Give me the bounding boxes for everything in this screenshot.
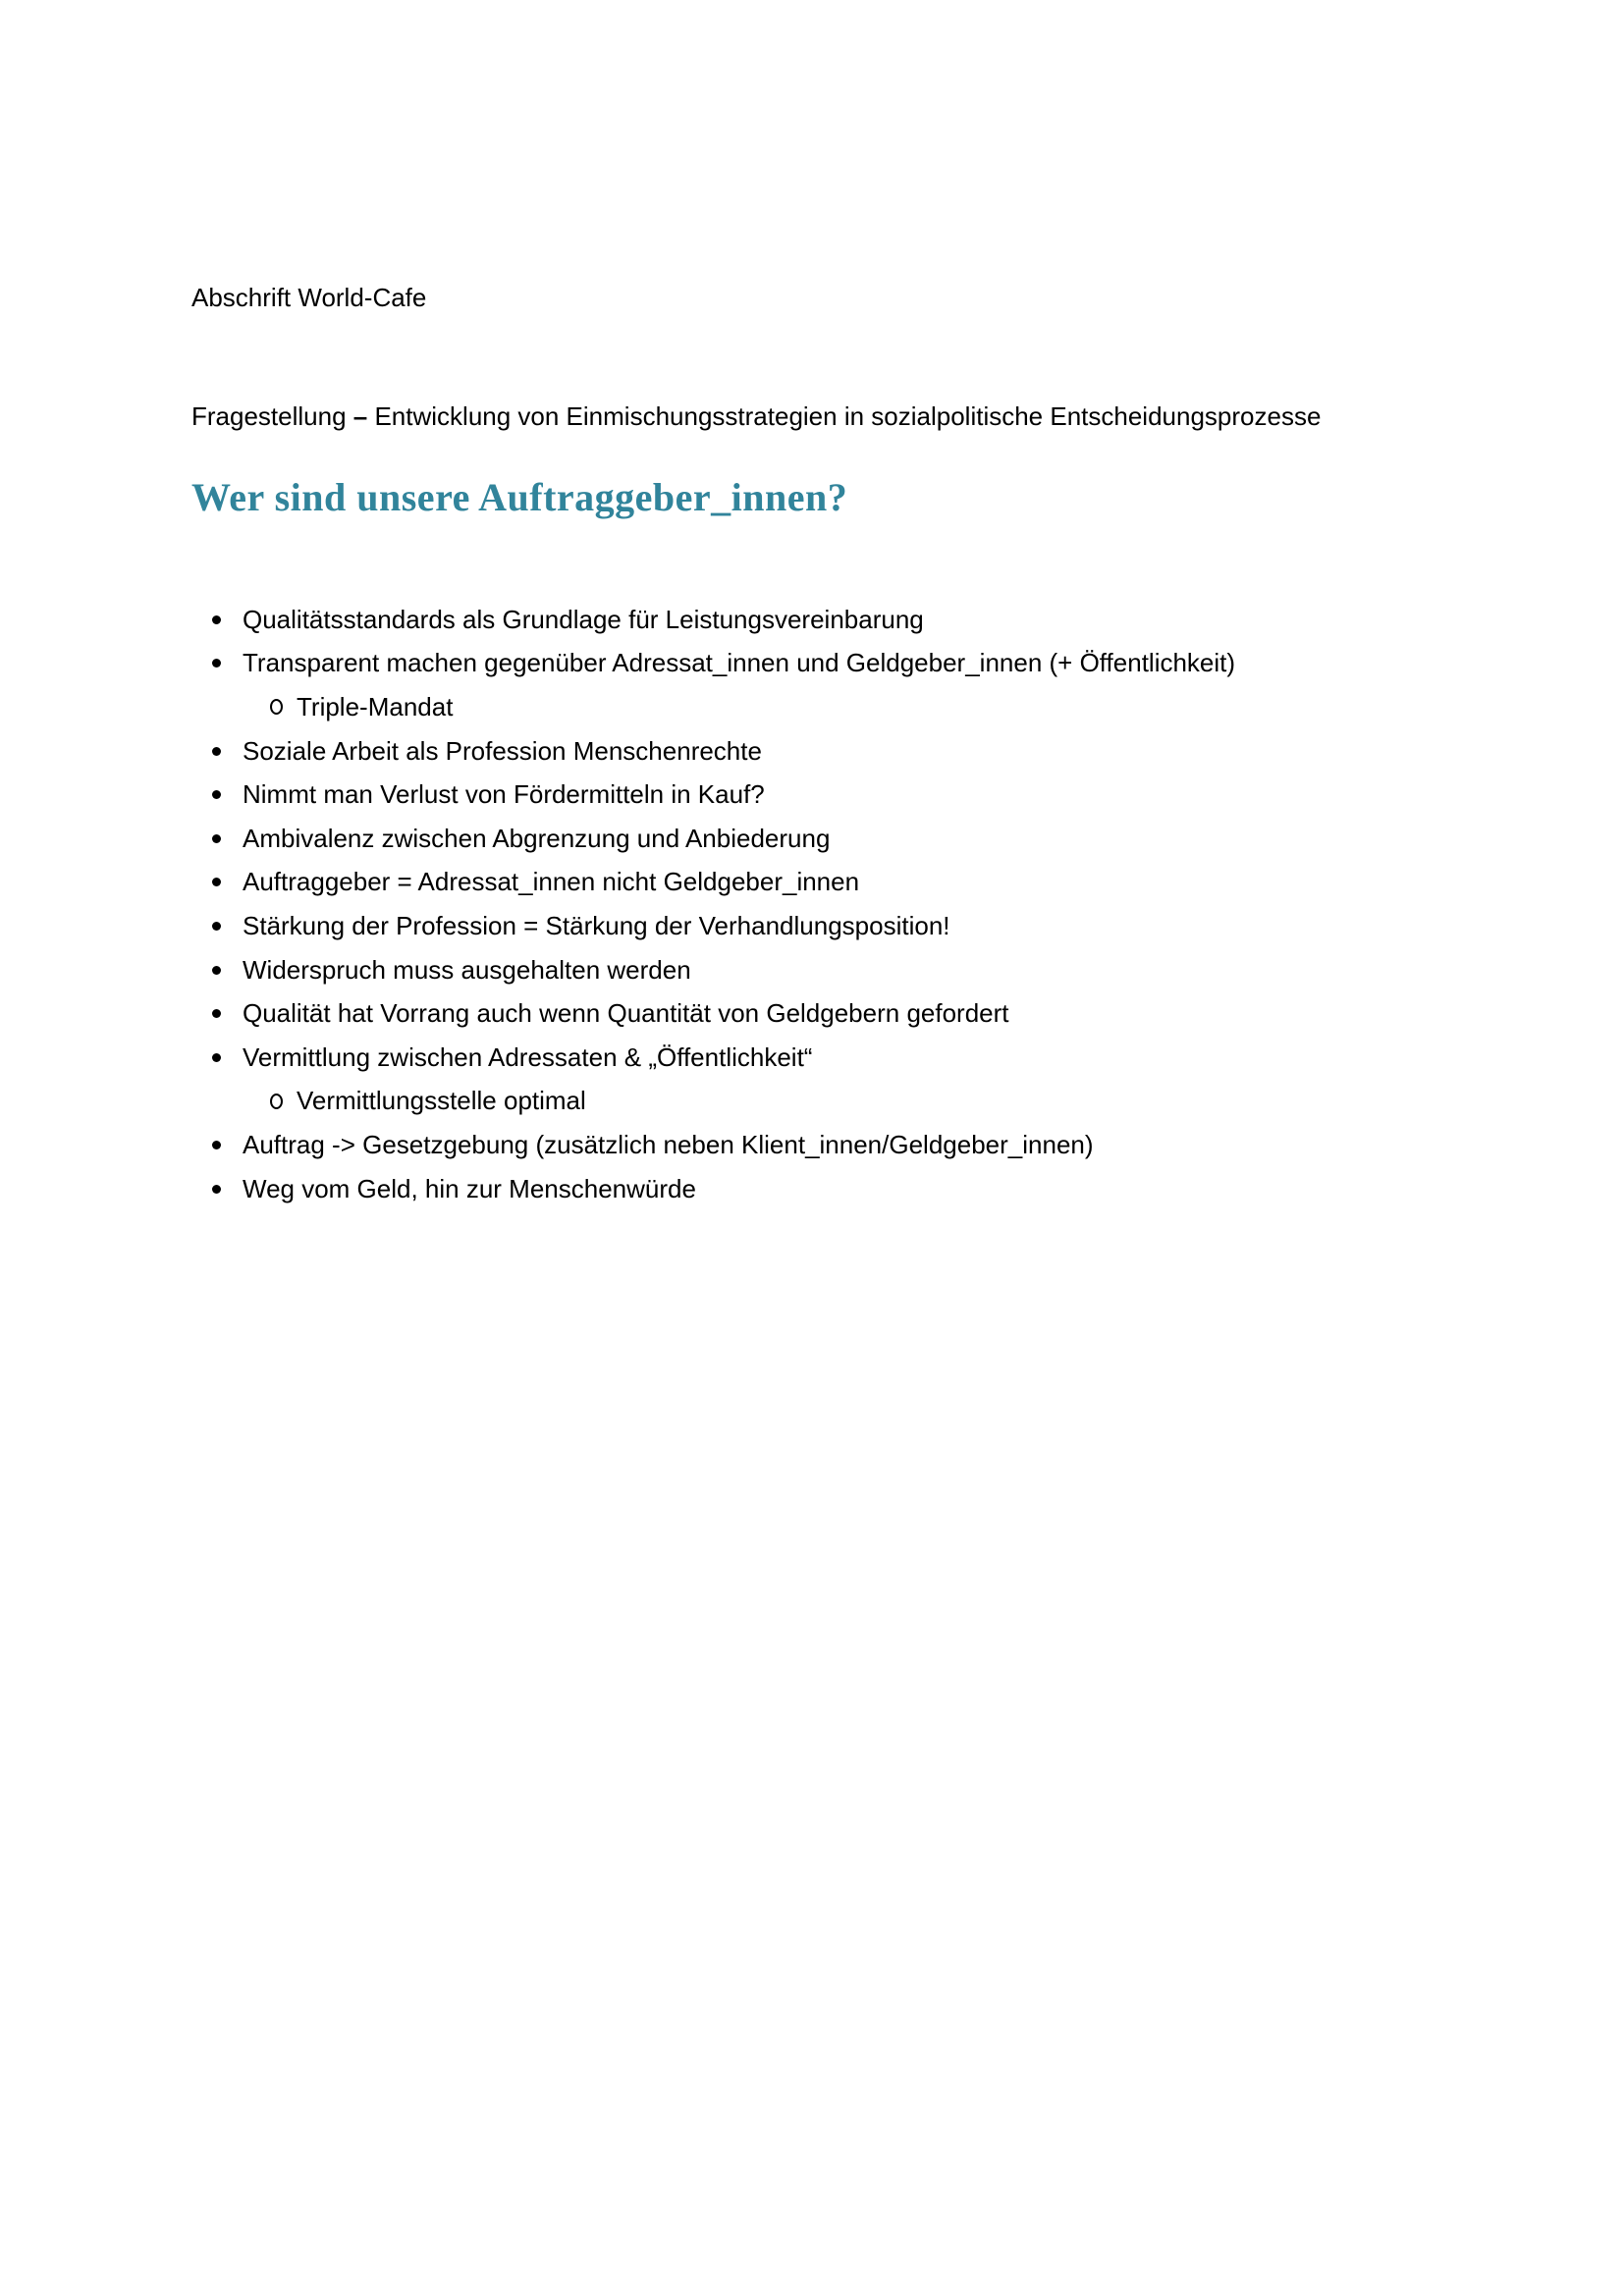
question-line — [191, 400, 1321, 433]
list-item — [191, 904, 1235, 948]
list-item-text: Vermittlungsstelle optimal — [297, 1086, 586, 1116]
question-prefix: Fragestellung — [191, 401, 353, 431]
list-item — [191, 1123, 1235, 1167]
list-item-text: Stärkung der Profession = Stärkung der Verhandlungsposition! — [243, 910, 950, 940]
list-item — [191, 598, 1235, 642]
list-item-text: Widerspruch muss ausgehalten werden — [243, 954, 691, 985]
list-item — [191, 861, 1235, 905]
bullet-dot-icon — [191, 1053, 243, 1062]
question-suffix: Entwicklung von Einmischungsstrategien in sozialpolitische Entscheidungsprozesse — [367, 401, 1322, 431]
list-subitem — [191, 1080, 1235, 1124]
section-heading: Wer sind unsere Auftraggeber_innen? — [191, 475, 848, 519]
list-item-text: Qualitätsstandards als Grundlage für Leistungsvereinbarung — [243, 604, 924, 634]
list-subitem — [191, 685, 1235, 729]
list-item-text: Qualität hat Vorrang auch wenn Quantität von Geldgebern gefordert — [243, 998, 1009, 1029]
bullet-circle-icon — [191, 1094, 297, 1109]
list-item — [191, 817, 1235, 861]
list-item-text: Weg vom Geld, hin zur Menschenwürde — [243, 1173, 696, 1203]
bullet-dot-icon — [191, 922, 243, 931]
question-dash: – — [352, 401, 368, 431]
list-item — [191, 1167, 1235, 1211]
list-item — [191, 1036, 1235, 1080]
list-item — [191, 991, 1235, 1036]
list-item — [191, 948, 1235, 992]
list-item-text: Auftrag -> Gesetzgebung (zusätzlich neben Klient_innen/Geldgeber_innen) — [243, 1129, 1094, 1159]
list-item — [191, 729, 1235, 774]
list-item-text: Vermittlung zwischen Adressaten & „Öffentlichkeit“ — [243, 1041, 813, 1072]
list-item — [191, 773, 1235, 817]
bullet-list — [191, 598, 1235, 1210]
bullet-dot-icon — [191, 790, 243, 799]
list-item-text: Auftraggeber = Adressat_innen nicht Geldgeber_innen — [243, 867, 860, 897]
list-item-text: Nimmt man Verlust von Fördermitteln in Kauf? — [243, 779, 765, 810]
list-item-text: Ambivalenz zwischen Abgrenzung und Anbiederung — [243, 823, 831, 853]
bullet-dot-icon — [191, 834, 243, 843]
bullet-dot-icon — [191, 747, 243, 756]
bullet-dot-icon — [191, 1185, 243, 1194]
bullet-circle-icon — [191, 699, 297, 715]
document-title-line: Abschrift World-Cafe — [191, 283, 427, 312]
bullet-dot-icon — [191, 615, 243, 624]
bullet-dot-icon — [191, 1009, 243, 1018]
bullet-dot-icon — [191, 966, 243, 975]
list-item-text: Triple-Mandat — [297, 691, 454, 721]
bullet-dot-icon — [191, 878, 243, 886]
list-item — [191, 642, 1235, 686]
list-item-text: Soziale Arbeit als Profession Menschenrechte — [243, 735, 762, 766]
bullet-dot-icon — [191, 1141, 243, 1149]
bullet-dot-icon — [191, 659, 243, 667]
list-item-text: Transparent machen gegenüber Adressat_innen und Geldgeber_innen (+ Öffentlichkeit) — [243, 648, 1236, 678]
